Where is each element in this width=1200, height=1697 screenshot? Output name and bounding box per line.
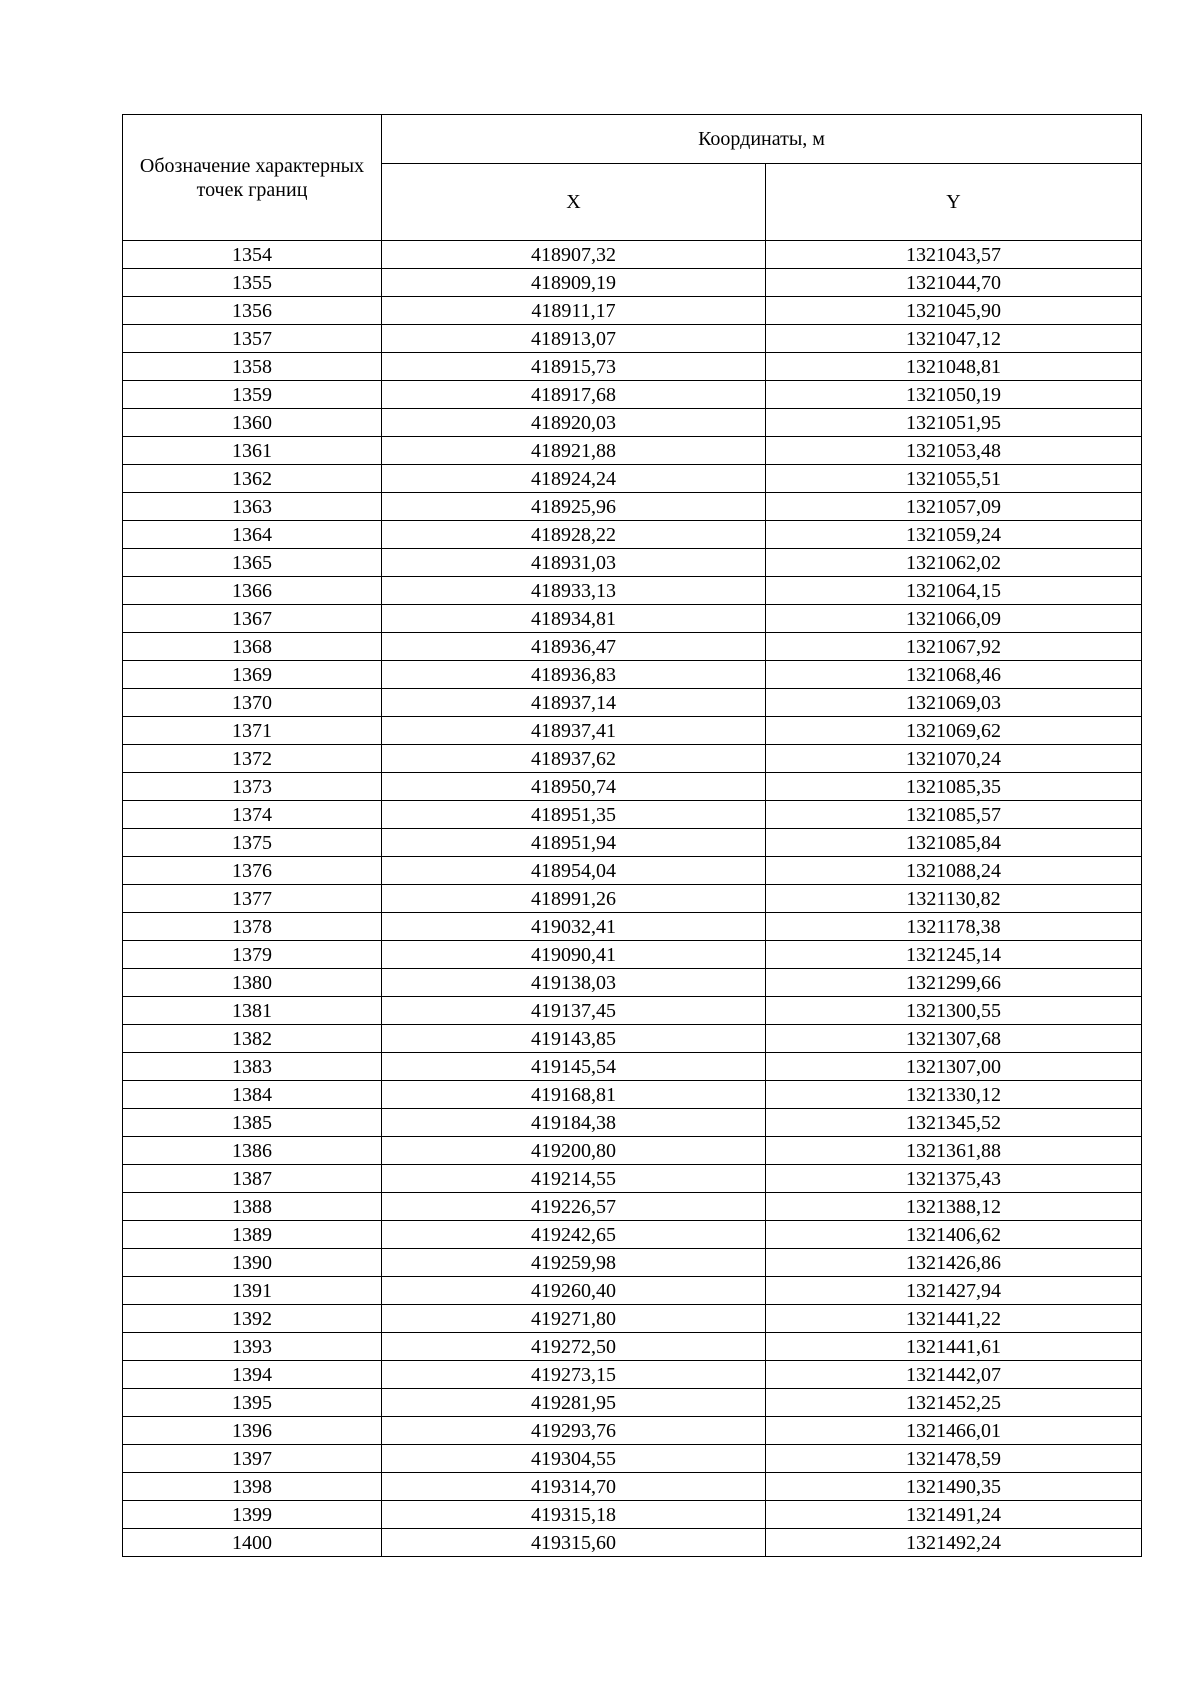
point-cell: 1396 xyxy=(123,1417,382,1445)
x-coordinate-cell: 419272,50 xyxy=(382,1333,766,1361)
header-row-top xyxy=(123,115,1142,164)
y-coordinate-cell: 1321053,48 xyxy=(766,437,1142,465)
x-coordinate-cell: 418921,88 xyxy=(382,437,766,465)
y-coordinate-cell: 1321067,92 xyxy=(766,633,1142,661)
y-coordinate-cell: 1321085,57 xyxy=(766,801,1142,829)
x-coordinate-cell: 419315,60 xyxy=(382,1529,766,1557)
table-row xyxy=(123,325,1142,353)
table-row xyxy=(123,1389,1142,1417)
x-coordinate-cell: 418936,83 xyxy=(382,661,766,689)
x-coordinate-cell: 419145,54 xyxy=(382,1053,766,1081)
y-column-header: Y xyxy=(766,164,1142,241)
x-coordinate-cell: 419273,15 xyxy=(382,1361,766,1389)
point-cell: 1358 xyxy=(123,353,382,381)
y-coordinate-cell: 1321478,59 xyxy=(766,1445,1142,1473)
table-row xyxy=(123,689,1142,717)
y-coordinate-cell: 1321050,19 xyxy=(766,381,1142,409)
point-cell: 1372 xyxy=(123,745,382,773)
x-coordinate-cell: 418934,81 xyxy=(382,605,766,633)
y-coordinate-cell: 1321299,66 xyxy=(766,969,1142,997)
point-cell: 1379 xyxy=(123,941,382,969)
y-coordinate-cell: 1321048,81 xyxy=(766,353,1142,381)
x-coordinate-cell: 418911,17 xyxy=(382,297,766,325)
point-cell: 1385 xyxy=(123,1109,382,1137)
y-coordinate-cell: 1321466,01 xyxy=(766,1417,1142,1445)
y-coordinate-cell: 1321043,57 xyxy=(766,241,1142,269)
x-coordinate-cell: 419214,55 xyxy=(382,1165,766,1193)
point-cell: 1384 xyxy=(123,1081,382,1109)
x-coordinate-cell: 419242,65 xyxy=(382,1221,766,1249)
table-row xyxy=(123,1081,1142,1109)
y-coordinate-cell: 1321406,62 xyxy=(766,1221,1142,1249)
point-cell: 1377 xyxy=(123,885,382,913)
x-coordinate-cell: 419304,55 xyxy=(382,1445,766,1473)
x-coordinate-cell: 419271,80 xyxy=(382,1305,766,1333)
table-row xyxy=(123,857,1142,885)
table-row xyxy=(123,353,1142,381)
x-coordinate-cell: 419281,95 xyxy=(382,1389,766,1417)
point-cell: 1357 xyxy=(123,325,382,353)
x-coordinate-cell: 419032,41 xyxy=(382,913,766,941)
table-row xyxy=(123,605,1142,633)
table-row xyxy=(123,409,1142,437)
point-cell: 1356 xyxy=(123,297,382,325)
table-row xyxy=(123,1305,1142,1333)
y-coordinate-cell: 1321057,09 xyxy=(766,493,1142,521)
y-coordinate-cell: 1321059,24 xyxy=(766,521,1142,549)
point-cell: 1391 xyxy=(123,1277,382,1305)
table-row xyxy=(123,997,1142,1025)
x-coordinate-cell: 419168,81 xyxy=(382,1081,766,1109)
table-row xyxy=(123,941,1142,969)
point-cell: 1368 xyxy=(123,633,382,661)
x-coordinate-cell: 418950,74 xyxy=(382,773,766,801)
y-coordinate-cell: 1321375,43 xyxy=(766,1165,1142,1193)
table-body xyxy=(123,241,1142,1557)
x-coordinate-cell: 419143,85 xyxy=(382,1025,766,1053)
point-cell: 1354 xyxy=(123,241,382,269)
point-cell: 1365 xyxy=(123,549,382,577)
y-coordinate-cell: 1321070,24 xyxy=(766,745,1142,773)
y-coordinate-cell: 1321085,84 xyxy=(766,829,1142,857)
y-coordinate-cell: 1321441,22 xyxy=(766,1305,1142,1333)
point-cell: 1366 xyxy=(123,577,382,605)
coordinates-column-header: Координаты, м xyxy=(382,115,1142,164)
y-coordinate-cell: 1321492,24 xyxy=(766,1529,1142,1557)
x-coordinate-cell: 418913,07 xyxy=(382,325,766,353)
point-cell: 1398 xyxy=(123,1473,382,1501)
y-coordinate-cell: 1321088,24 xyxy=(766,857,1142,885)
point-cell: 1393 xyxy=(123,1333,382,1361)
table-row xyxy=(123,633,1142,661)
point-cell: 1387 xyxy=(123,1165,382,1193)
y-coordinate-cell: 1321062,02 xyxy=(766,549,1142,577)
table-row xyxy=(123,1249,1142,1277)
x-coordinate-cell: 418954,04 xyxy=(382,857,766,885)
x-coordinate-cell: 418925,96 xyxy=(382,493,766,521)
point-cell: 1395 xyxy=(123,1389,382,1417)
point-cell: 1399 xyxy=(123,1501,382,1529)
table-row xyxy=(123,297,1142,325)
table-row xyxy=(123,1473,1142,1501)
table-row xyxy=(123,1221,1142,1249)
table-row xyxy=(123,1109,1142,1137)
point-cell: 1383 xyxy=(123,1053,382,1081)
y-coordinate-cell: 1321069,03 xyxy=(766,689,1142,717)
x-coordinate-cell: 419226,57 xyxy=(382,1193,766,1221)
y-coordinate-cell: 1321490,35 xyxy=(766,1473,1142,1501)
x-coordinate-cell: 419315,18 xyxy=(382,1501,766,1529)
point-cell: 1369 xyxy=(123,661,382,689)
x-coordinate-cell: 418951,35 xyxy=(382,801,766,829)
table-row xyxy=(123,829,1142,857)
y-coordinate-cell: 1321055,51 xyxy=(766,465,1142,493)
y-coordinate-cell: 1321130,82 xyxy=(766,885,1142,913)
y-coordinate-cell: 1321361,88 xyxy=(766,1137,1142,1165)
point-cell: 1375 xyxy=(123,829,382,857)
table-row xyxy=(123,269,1142,297)
table-row xyxy=(123,493,1142,521)
y-coordinate-cell: 1321051,95 xyxy=(766,409,1142,437)
x-coordinate-cell: 419314,70 xyxy=(382,1473,766,1501)
table-row xyxy=(123,577,1142,605)
table-row xyxy=(123,717,1142,745)
x-coordinate-cell: 419259,98 xyxy=(382,1249,766,1277)
x-coordinate-cell: 418937,62 xyxy=(382,745,766,773)
table-row xyxy=(123,1137,1142,1165)
y-coordinate-cell: 1321452,25 xyxy=(766,1389,1142,1417)
y-coordinate-cell: 1321178,38 xyxy=(766,913,1142,941)
table-row xyxy=(123,1277,1142,1305)
point-cell: 1359 xyxy=(123,381,382,409)
point-cell: 1382 xyxy=(123,1025,382,1053)
table-row xyxy=(123,885,1142,913)
x-coordinate-cell: 419138,03 xyxy=(382,969,766,997)
x-coordinate-cell: 418991,26 xyxy=(382,885,766,913)
table-row xyxy=(123,1333,1142,1361)
y-coordinate-cell: 1321345,52 xyxy=(766,1109,1142,1137)
y-coordinate-cell: 1321426,86 xyxy=(766,1249,1142,1277)
table-row xyxy=(123,661,1142,689)
point-cell: 1378 xyxy=(123,913,382,941)
y-coordinate-cell: 1321045,90 xyxy=(766,297,1142,325)
x-coordinate-cell: 419184,38 xyxy=(382,1109,766,1137)
point-cell: 1360 xyxy=(123,409,382,437)
point-cell: 1394 xyxy=(123,1361,382,1389)
y-coordinate-cell: 1321300,55 xyxy=(766,997,1142,1025)
point-cell: 1397 xyxy=(123,1445,382,1473)
y-coordinate-cell: 1321307,68 xyxy=(766,1025,1142,1053)
y-coordinate-cell: 1321064,15 xyxy=(766,577,1142,605)
x-coordinate-cell: 418907,32 xyxy=(382,241,766,269)
table-row xyxy=(123,437,1142,465)
y-coordinate-cell: 1321047,12 xyxy=(766,325,1142,353)
x-coordinate-cell: 419293,76 xyxy=(382,1417,766,1445)
point-cell: 1362 xyxy=(123,465,382,493)
y-coordinate-cell: 1321427,94 xyxy=(766,1277,1142,1305)
point-cell: 1364 xyxy=(123,521,382,549)
coordinates-table xyxy=(122,114,1142,1557)
table-row xyxy=(123,1025,1142,1053)
x-coordinate-cell: 418937,14 xyxy=(382,689,766,717)
point-cell: 1363 xyxy=(123,493,382,521)
x-coordinate-cell: 418928,22 xyxy=(382,521,766,549)
x-coordinate-cell: 419090,41 xyxy=(382,941,766,969)
point-cell: 1392 xyxy=(123,1305,382,1333)
table-row xyxy=(123,745,1142,773)
table-row xyxy=(123,1165,1142,1193)
table-row xyxy=(123,1193,1142,1221)
table-row xyxy=(123,1053,1142,1081)
point-cell: 1388 xyxy=(123,1193,382,1221)
table-row xyxy=(123,913,1142,941)
x-coordinate-cell: 418936,47 xyxy=(382,633,766,661)
x-coordinate-cell: 418931,03 xyxy=(382,549,766,577)
table-row xyxy=(123,801,1142,829)
x-coordinate-cell: 418933,13 xyxy=(382,577,766,605)
table-row xyxy=(123,1445,1142,1473)
point-cell: 1374 xyxy=(123,801,382,829)
table-header xyxy=(123,115,1142,241)
table-row xyxy=(123,1501,1142,1529)
y-coordinate-cell: 1321330,12 xyxy=(766,1081,1142,1109)
point-cell: 1367 xyxy=(123,605,382,633)
x-coordinate-cell: 419200,80 xyxy=(382,1137,766,1165)
table-row xyxy=(123,969,1142,997)
point-cell: 1380 xyxy=(123,969,382,997)
x-coordinate-cell: 418924,24 xyxy=(382,465,766,493)
point-cell: 1386 xyxy=(123,1137,382,1165)
table-row xyxy=(123,521,1142,549)
x-coordinate-cell: 418909,19 xyxy=(382,269,766,297)
table-row xyxy=(123,241,1142,269)
table-row xyxy=(123,1417,1142,1445)
table-row xyxy=(123,381,1142,409)
y-coordinate-cell: 1321068,46 xyxy=(766,661,1142,689)
y-coordinate-cell: 1321307,00 xyxy=(766,1053,1142,1081)
y-coordinate-cell: 1321085,35 xyxy=(766,773,1142,801)
y-coordinate-cell: 1321066,09 xyxy=(766,605,1142,633)
table-row xyxy=(123,773,1142,801)
y-coordinate-cell: 1321388,12 xyxy=(766,1193,1142,1221)
x-coordinate-cell: 419260,40 xyxy=(382,1277,766,1305)
table-row xyxy=(123,549,1142,577)
x-coordinate-cell: 419137,45 xyxy=(382,997,766,1025)
point-cell: 1390 xyxy=(123,1249,382,1277)
table-row xyxy=(123,1529,1142,1557)
table-row xyxy=(123,1361,1142,1389)
x-coordinate-cell: 418920,03 xyxy=(382,409,766,437)
y-coordinate-cell: 1321245,14 xyxy=(766,941,1142,969)
y-coordinate-cell: 1321491,24 xyxy=(766,1501,1142,1529)
y-coordinate-cell: 1321069,62 xyxy=(766,717,1142,745)
point-cell: 1376 xyxy=(123,857,382,885)
point-cell: 1389 xyxy=(123,1221,382,1249)
table-row xyxy=(123,465,1142,493)
y-coordinate-cell: 1321044,70 xyxy=(766,269,1142,297)
point-cell: 1373 xyxy=(123,773,382,801)
point-cell: 1355 xyxy=(123,269,382,297)
point-cell: 1400 xyxy=(123,1529,382,1557)
x-coordinate-cell: 418917,68 xyxy=(382,381,766,409)
x-coordinate-cell: 418937,41 xyxy=(382,717,766,745)
point-cell: 1381 xyxy=(123,997,382,1025)
y-coordinate-cell: 1321441,61 xyxy=(766,1333,1142,1361)
point-cell: 1361 xyxy=(123,437,382,465)
point-column-header: Обозначение характерных точек границ xyxy=(123,115,382,241)
y-coordinate-cell: 1321442,07 xyxy=(766,1361,1142,1389)
x-coordinate-cell: 418951,94 xyxy=(382,829,766,857)
x-coordinate-cell: 418915,73 xyxy=(382,353,766,381)
point-cell: 1370 xyxy=(123,689,382,717)
x-column-header: X xyxy=(382,164,766,241)
point-cell: 1371 xyxy=(123,717,382,745)
